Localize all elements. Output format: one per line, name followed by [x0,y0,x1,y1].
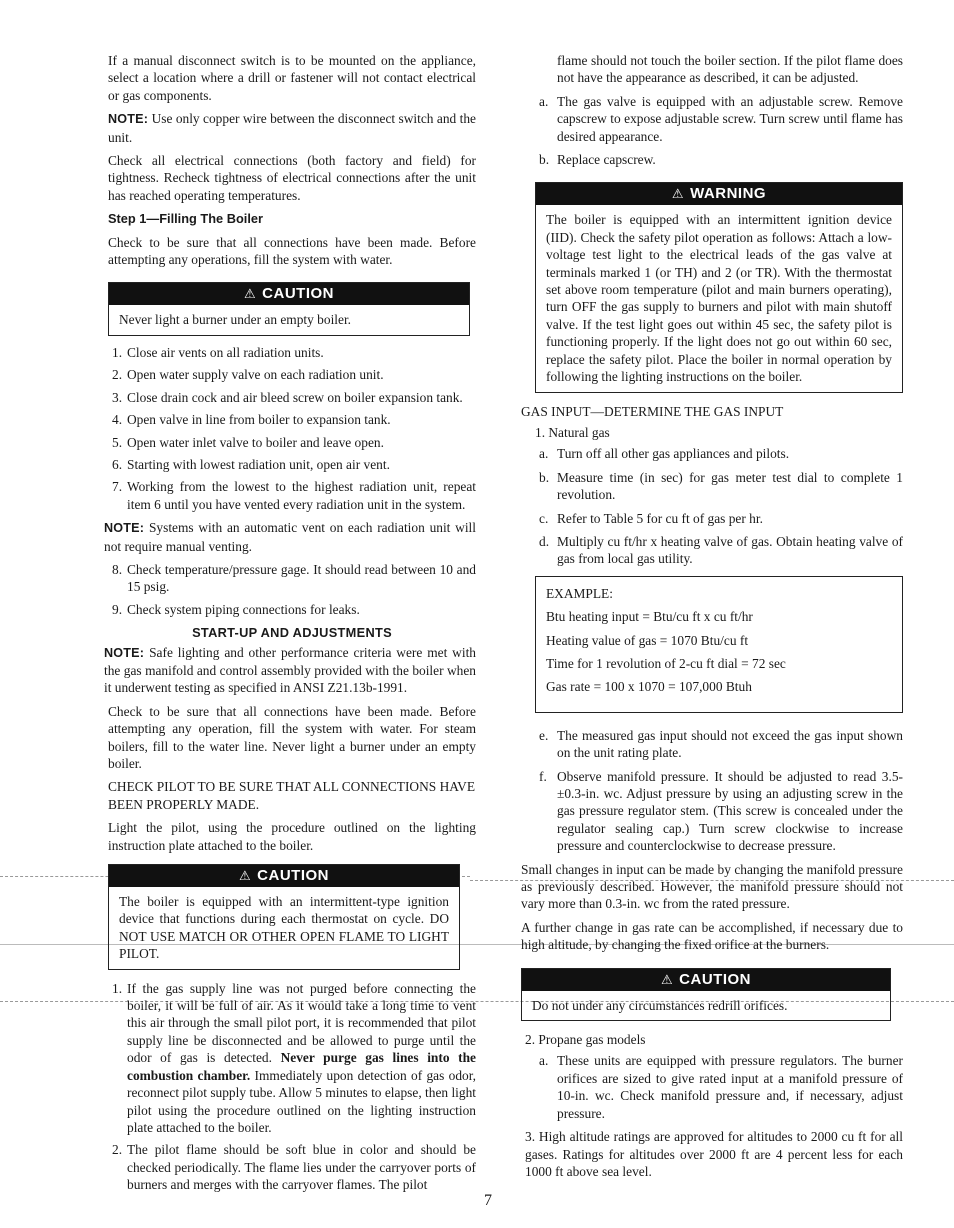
example-box [535,576,903,713]
right-column [521,52,903,1186]
list-item: a. The gas valve is equipped with an adjustable screw. Remove capscrew to expose adjustable screw. Turn screw until flame has desired appearance. [539,93,903,144]
paragraph: flame should not touch the boiler section. If the pilot flame does not have the appearance as described, it can be adjusted. [557,53,903,86]
adjust-steps-list [521,93,903,169]
warning-title: WARNING [690,185,767,203]
list-item: 3. Close drain cock and air bleed screw on boiler expansion tank. [112,389,463,405]
warning-triangle-icon: ⚠ [239,868,252,884]
paragraph: CHECK PILOT TO BE SURE THAT ALL CONNECTIONS HAVE BEEN PROPERLY MADE. [108,779,476,812]
paragraph: Check to be sure that all connections have been made. Before attempting any operation, fill the system with water. For steam boilers, fill to the water line. Never light a burner under an empty boiler. [108,703,476,771]
warning-text: The boiler is equipped with an intermittent ignition device (IID). Check the safety pilot operation as follows: Attach a low-voltage test light to the electrical leads of the gas valve at terminals marked 1 (or TH) and 2 (or TR). With the thermostat set above room temperature (pilot and main burners operating), turn OFF the gas supply to burners and pilot with main shutoff valve. If the test light goes out within 45 sec, the safety pilot is functioning properly. If the light does not go out within 60 sec, replace the safety pilot. Place the boiler in normal operation by following the lighting instructions on the boiler. [546,212,892,385]
list-item: 6. Starting with lowest radiation unit, open air vent. [112,456,390,472]
natural-gas-steps [521,727,903,855]
note-label: NOTE: [104,645,145,660]
list-item: 1. Close air vents on all radiation units. [112,344,324,360]
list-item: 7. Working from the lowest to the highest radiation unit, repeat item 6 until you have vented every radiation unit in the system. [112,479,476,512]
section-heading: START-UP AND ADJUSTMENTS [192,625,392,641]
caution-box [108,282,470,335]
paragraph: If a manual disconnect switch is to be mounted on the appliance, select a location where a drill or fastener will not contact electrical or gas components. [108,53,476,103]
caution-title: CAUTION [679,970,751,988]
propane-steps [521,1052,903,1122]
caution-text: The boiler is equipped with an intermittent-type ignition device that functions during each thermostat on cycle. DO NOT USE MATCH OR OTHER OPEN FLAME TO LIGHT PILOT. [119,894,449,962]
paragraph: Check to be sure that all connections have been made. Before attempting any operations, fill the system with water. [108,234,476,268]
example-line: Gas rate = 100 x 1070 = 107,000 Btuh [546,679,752,695]
example-line: Heating value of gas = 1070 Btu/cu ft [546,632,749,648]
caution-header [109,283,469,305]
list-item: 1. If the gas supply line was not purged before connecting the boiler, it will be full of air. As it would take a long time to vent this air through the small pilot port, it is recommended that pilot supply line be disconnected and be allowed to purge until the odor of gas is detected. Never purge gas lines into the combustion chamber. Immediately upon detection of gas odor, reconnect pilot supply tube. Allow 5 minutes to elapse, then light pilot using the procedure outlined on the lighting instruction plate attached to the boiler. [112,980,476,1135]
warning-triangle-icon: ⚠ [671,186,685,202]
note-label: NOTE: [108,112,149,127]
list-item: c. Refer to Table 5 for cu ft of gas per hr. [539,510,763,526]
list-item: a. These units are equipped with pressure regulators. The burner orifices are sized to give rated input at a manifold pressure of 10-in. wc. Check manifold pressure and, if necessary, adjust pressure. [539,1053,903,1121]
paragraph: 3. High altitude ratings are approved for altitudes to 2000 cu ft for all gases. Ratings for altitudes over 2000 ft are 4 percent less for each 1000 ft above sea level. [525,1129,903,1179]
warning-triangle-icon: ⚠ [244,286,257,302]
list-item: a. Turn off all other gas appliances and pilots. [539,446,790,462]
page-number: 7 [484,1192,492,1209]
left-column [104,52,476,1200]
note-text: Use only copper wire between the disconnect switch and the unit. [108,111,476,145]
caution-title: CAUTION [262,285,334,303]
caution-text: Do not under any circumstances redrill orifices. [532,997,788,1013]
warning-box [535,182,903,392]
caution-header [109,865,459,887]
warning-triangle-icon: ⚠ [661,971,674,987]
list-item: b. Measure time (in sec) for gas meter test dial to complete 1 revolution. [539,469,903,503]
section-heading: GAS INPUT—DETERMINE THE GAS INPUT [521,403,784,419]
paragraph: Check all electrical connections (both factory and field) for tightness. Recheck tightness of electrical connections after the unit has reached operating temperatures. [108,153,476,203]
pilot-steps-list [108,980,476,1194]
caution-header [522,969,890,991]
caution-box [108,864,460,970]
note [104,644,476,697]
caution-box [521,968,891,1021]
list-item: b. Replace capscrew. [539,152,656,168]
subheading: 2. Propane gas models [525,1032,646,1048]
fill-steps-list [108,344,476,513]
list-item: 5. Open water inlet valve to boiler and leave open. [112,434,384,450]
fill-steps-list [108,561,476,618]
list-item: 2. The pilot flame should be soft blue in color and should be checked periodically. The flame lies under the carryover ports of burners and merges with the carryover flames. The pilot [112,1142,476,1193]
list-item: d. Multiply cu ft/hr x heating valve of gas. Obtain heating valve of gas from local gas utility. [539,533,903,567]
subheading: 1. Natural gas [535,424,610,440]
example-line: Btu heating input = Btu/cu ft x cu ft/hr [546,609,753,625]
caution-title: CAUTION [257,867,329,885]
list-item: 4. Open valve in line from boiler to expansion tank. [112,412,391,428]
list-item: 9. Check system piping connections for leaks. [112,601,360,617]
list-item: f. Observe manifold pressure. It should be adjusted to read 3.5- ±0.3-in. wc. Adjust pressure by using an adjusting screw in the gas pressure regulator stem. (This screw is concealed under the regulator sealing cap.) Turn screw clockwise to increase pressure and counterclockwise to decrease pressure. [539,768,903,854]
list-item: 2. Open water supply valve on each radiation unit. [112,367,384,383]
paragraph: Small changes in input can be made by changing the manifold pressure as previously described. However, the manifold pressure should not vary more than 0.3-in. wc from the rated pressure. [521,861,903,912]
paragraph: Light the pilot, using the procedure outlined on the lighting instruction plate attached to the boiler. [108,820,476,853]
caution-text: Never light a burner under an empty boiler. [119,312,352,328]
natural-gas-steps [521,445,903,567]
note [104,519,476,555]
list-item: 8. Check temperature/pressure gage. It should read between 10 and 15 psig. [112,561,476,595]
warning-header [536,183,902,205]
note-text: Safe lighting and other performance criteria were met with the gas manifold and control assembly provided with the boiler when it underwent testing as specified in ANSI Z21.13b-1991. [104,644,476,696]
step-heading: Step 1—Filling The Boiler [108,211,263,227]
paragraph: A further change in gas rate can be accomplished, if necessary due to high altitude, by changing the fixed orifice at the burners. [521,919,903,953]
note-label: NOTE: [104,521,145,536]
example-label: EXAMPLE: [546,585,613,601]
list-item: e. The measured gas input should not exceed the gas input shown on the unit rating plate. [539,727,903,761]
note-text: Systems with an automatic vent on each radiation unit will not require manual venting. [104,520,476,554]
example-line: Time for 1 revolution of 2-cu ft dial = 72 sec [546,655,786,671]
note [108,110,476,146]
